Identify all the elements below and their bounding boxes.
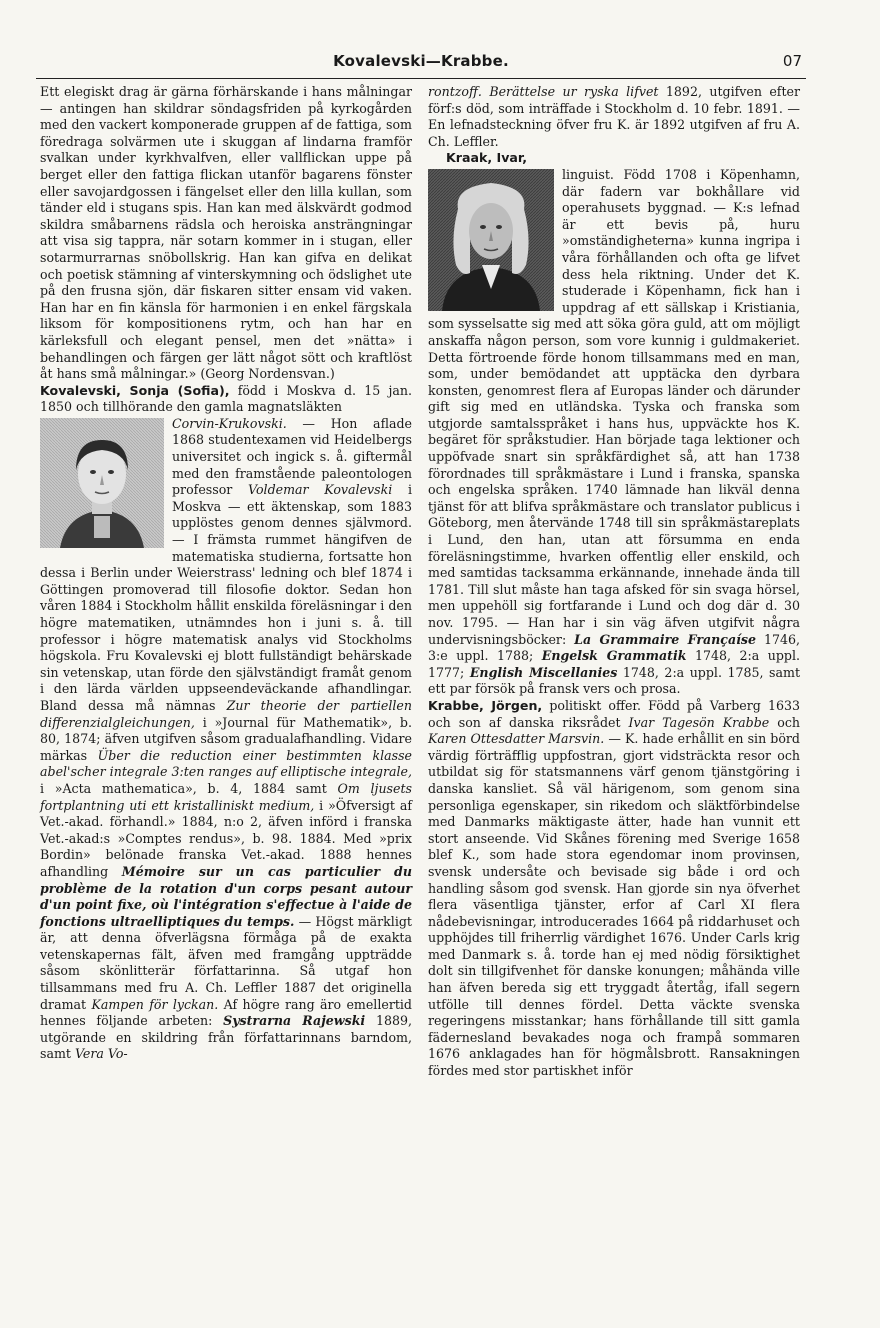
entry-krabbe: [428, 698, 800, 1080]
work-title: Mémoire sur un cas particulier du problème de la rotation d'un corps pesant autour d'un point fixe, où l'intégration s'effectue à l'aide de fonctions ultraelliptiques du temps.: [40, 863, 412, 929]
entry-continuation: [428, 84, 800, 150]
portrait-ivar-kraak: [428, 169, 554, 311]
headword: Kraak, Ivar,: [446, 150, 528, 166]
work-title: English Miscellanies: [469, 664, 618, 680]
right-column: [428, 84, 800, 1080]
person-name: Voldemar Kovalevski: [248, 482, 393, 498]
entry-continuation-paragraph: Ett elegiskt drag är gärna förhärskande i hans målningar — antingen han skildrar söndagsfriden på kyrkogården med den vackert komponerade gruppen af de fattiga, som föredraga solvärmen ute i skuggan af lindarna framför svalkan under kyrkhvalfven, eller vallflickan uppe på berget eller den fattiga flickan utanför bagarens fönster eller savojardgossen i fängelset eller den lilla kullan, som tänder eld i stugans spis. Han kan med älskvärdt godmod skildra småbarnens rädsla och heroiska ansträngningar att visa sig tappra, när sotarn kommer in i stugan, eller sotarmurrarnas snöbollskrig. Han kan gifva en delikat och poetisk stämning af vinterskymning och ödslighet ute på den frusna sjön, där fiskaren sitter ensam vid vaken. Han har en fin känsla för harmonien i en enkel färgskala liksom för kompositionens rytm, och han har en kärleksfull och elegant pensel, men det »nätta» i behandlingen och färgen ger lätt något sött och kraftlöst åt hans små målningar.» (Georg Nordensvan.): [40, 84, 412, 382]
family-name: Corvin-Krukovski.: [172, 415, 287, 431]
entry-text: — Hon aflade 1868 studentexamen vid Heidelbergs universitet och ingick s. å. giftermål med den framstående paleontologen professor: [172, 415, 412, 498]
entry-text: född i Moskva d. 15 jan. 1850 och tillhörande den gamla magnatsläkten: [40, 382, 413, 415]
work-title: rontzoff. Berättelse ur ryska lifvet: [428, 84, 659, 99]
entry-text: linguist. Född 1708 i Köpenhamn, där fadern var bokhållare vid operahusets byggnad. — K:s lefnad är ett bevis på, huru »omständigheterna» kunna ingripa i våra förhållanden och ofta ge lifvet dess hela riktning. Under det K. studerade i Köpenhamn, fick han i uppdrag af ett sällskap i Kristiania, som sysselsatte sig med att söka göra guld, att om möjligt anskaffa någon person, som vore kunnig i guldmakeriet. Detta förtroende förde honom tillsammans med en man, som, under bemödandet att upptäcka den dyrbara konsten, genomrest flera af Europas länder och därunder gift sig med en utländska. Tyska och franska som utgjorde samtalsspråket i hans hus, uppväckte hos K. begäret för språkstudier. Han började taga lektioner och uppöfvade snart sin språkfärdighet så, att han 1738 förordnades till språkmästare i Lund i franska, spanska och engelska språken. 1740 lämnade han likväl denna tjänst för att blifva språkmästare och translator publicus i Göteborg, men återvände 1748 till sin språkmästareplats i Lund, den han, utan att försumma en enda föreläsningstimme, hvarken offentlig eller enskild, och med samtidas tacksamma erkännande, innehade ända till 1781. Till slut måste han taga afsked för sin svaga hörsel, men uppehöll sig fortfarande i Lund och dog där d. 30 nov. 1795. — Han har i sin väg äfven utgifvit några undervisningsböcker:: [428, 166, 800, 647]
work-title: Vera Vo-: [74, 1046, 128, 1062]
left-column: [40, 84, 412, 1063]
entry-text: 1748, 2:a uppl. 1777;: [428, 648, 801, 680]
entry-text: — Högst märkligt är, att denna öfverlägsna förmåga på de exakta vetenskapernas fält, äfven med framgång uppträdde såsom skönlitterär författarinna. Så utgaf hon tillsammans med fru A. Ch. Leffler 1887 det originella dramat: [40, 913, 412, 1012]
work-title: Om ljusets fortplantning uti ett kristalliniskt medium,: [40, 780, 412, 813]
entry-text: 1748, 2:a uppl. 1785, samt ett par försök på fransk vers och prosa.: [428, 664, 801, 697]
entry-text: och: [769, 714, 800, 730]
page-number: 07: [782, 52, 802, 70]
entry-kraak-head: [428, 150, 800, 167]
work-title: La Grammaire Françaíse: [574, 631, 756, 647]
person-name: Ivar Tagesön Krabbe: [628, 714, 770, 730]
entry-text: i Moskva — ett äktenskap, som 1883 upplöstes genom dennes självmord. — I främsta rummet hängifven de matematiska studierna, fortsatte hon dessa i Berlin under Weierstrass' ledning och blef 1874 i Göttingen promoverad till filosofie doktor. Sedan hon våren 1884 i Stockholm hållit enskilda föreläsningar i den högre matematiken, utnämndes hon i juni s. å. till professor i högre matematisk analys vid Stockholms högskola. Fru Kovalevski ej blott fullständigt behärskade sin vetenskap, utan förde den självständigt framåt genom i den lärda världen uppseendeväckande afhandlingar. Bland dessa må nämnas: [40, 482, 413, 713]
portrait-sonja-kovalevski: [40, 418, 164, 548]
entry-text: Af högre rang äro emellertid hennes följande arbeten:: [40, 996, 412, 1029]
entry-text: politiskt offer. Född på Varberg 1633 och son af danska riksrådet: [428, 697, 801, 730]
person-name: Karen Ottesdatter Marsvin.: [428, 731, 605, 747]
work-title: Über die reduction einer bestimmten klasse abel'scher integrale 3:ten ranges auf elliptische integrale,: [40, 747, 413, 780]
entry-text: i »Journal für Mathematik», b. 80, 1874; äfven utgifven såsom gradualafhandling. Vidare märkas: [40, 714, 412, 763]
entry-kovalevski: [40, 383, 412, 416]
entry-text: i »Acta mathematica», b. 4, 1884 samt: [40, 780, 338, 796]
work-title: Systrarna Rajewski: [223, 1013, 366, 1029]
entry-text: 1746, 3:e uppl. 1788;: [428, 631, 801, 664]
work-title: Zur theorie der partiellen differenzialgleichungen,: [40, 697, 412, 730]
work-title: Engelsk Grammatik: [541, 648, 687, 664]
running-header: [36, 52, 806, 79]
page-title: Kovalevski—Krabbe.: [333, 52, 509, 70]
entry-text: 1889, utgörande en skildring från författarinnans barndom, samt: [40, 1013, 412, 1062]
entry-text: i »Öfversigt af Vet.-akad. förhandl.» 1884, n:o 2, äfven införd i franska Vet.-akad:s »Comptes rendus», b. 98. 1884. Med »prix Bordin» belönade franska Vet.-akad. 1888 hennes afhandling: [40, 797, 412, 879]
headword: Krabbe, Jörgen,: [428, 697, 543, 713]
work-title: Kampen för lyckan.: [91, 996, 219, 1012]
entry-text: — K. hade erhållit en sin börd värdig förträfflig uppfostran, gjort vidsträckta resor och utbildat sig för statsmannens värf genom tjänstgöring i danska kansliet. Så väl härigenom, som genom sina personliga egenskaper, sin rikedom och släktförbindelse med Danmarks mäktigaste ätter, hade han vunnit ett stort anseende. Vid Skånes förening med Sverige 1658 blef K., som hade stora egendomar inom provinsen, svensk undersåte och bevisade sig både i ord och handling såsom god svensk. Han gjorde sin nya öfverhet flera väsentliga tjänster, erfor af Carl XI flera nådebevisningar, introducerades 1664 på riddarhuset och upphöjdes till friherrlig värdighet 1676. Under Carls krig med Danmark s. å. torde han ej med nödig försiktighet dolt sin tillgifvenhet för danske konungen; måhända ville han äfven bereda sig ett tryggadt återtåg, ifall segern utfölle till dennes fördel. Detta väckte svenska regeringens misstankar; hans förhållande till sitt gamla fädernesland bevakades noga och frampå sommaren 1676 anklagades han för högmålsbrott. Ransakningen fördes med stor partiskhet inför: [428, 731, 800, 1079]
entry-text: 1892, utgifven efter förf:s död, som inträffade i Stockholm d. 10 febr. 1891. — En lefnadsteckning öfver fru K. är 1892 utgifven af fru A. Ch. Leffler.: [428, 84, 801, 149]
headword: Kovalevski, Sonja (Sofia),: [40, 382, 230, 398]
